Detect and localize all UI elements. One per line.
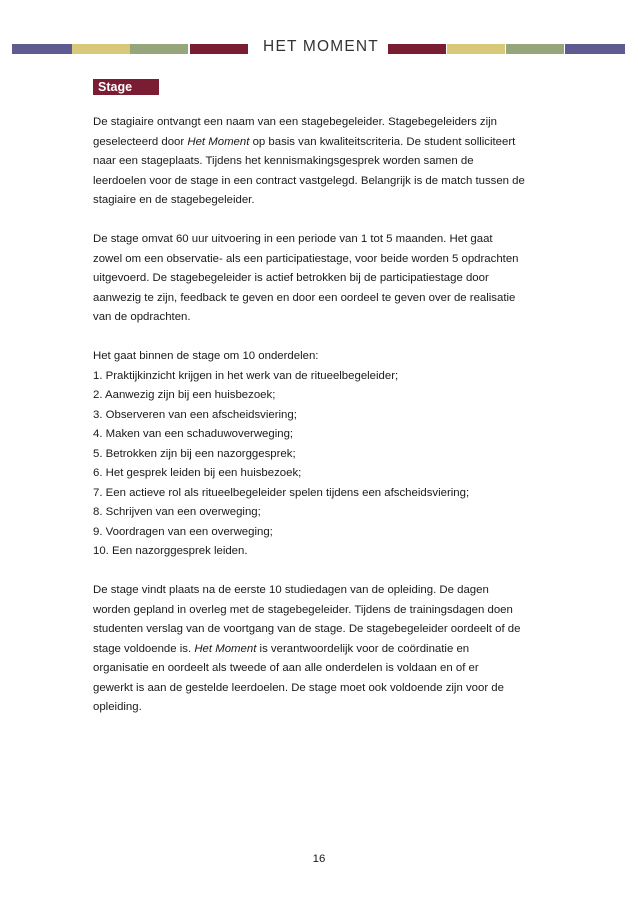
header-bar-maroon-right xyxy=(388,44,446,54)
header-bar-blue-right xyxy=(565,44,625,54)
text-line xyxy=(93,172,553,192)
document-body xyxy=(93,113,553,718)
text-line xyxy=(93,308,553,328)
paragraph xyxy=(93,113,553,211)
text-segment: op basis van kwaliteitscriteria. De student solliciteert xyxy=(249,135,516,148)
paragraph xyxy=(93,581,553,718)
text-line xyxy=(93,620,553,640)
text-segment: Het gaat binnen de stage om 10 onderdelen: xyxy=(93,350,319,362)
emphasis-text: Het Moment xyxy=(194,642,257,655)
text-segment: 10. Een nazorggesprek leiden. xyxy=(93,545,248,557)
text-segment: organisatie en oordeelt als tweede of aan alle onderdelen is voldaan en of er xyxy=(93,662,479,674)
text-segment: studenten verslag van de voortgang van de stage. De stagebegeleider oordeelt of de xyxy=(93,623,521,635)
text-line xyxy=(93,640,553,660)
emphasis-text: Het Moment xyxy=(187,135,250,148)
section-title-tag: Stage xyxy=(93,79,159,95)
text-line xyxy=(93,347,553,367)
text-segment: 6. Het gesprek leiden bij een huisbezoek; xyxy=(93,467,302,479)
text-line xyxy=(93,484,553,504)
text-line xyxy=(93,133,553,153)
header-bar-maroon-left xyxy=(190,44,248,54)
text-line xyxy=(93,698,553,718)
header-bar-green-right xyxy=(506,44,564,54)
text-segment: gewerkt is aan de gestelde leerdoelen. De stage moet ook voldoende zijn voor de xyxy=(93,681,504,694)
text-line xyxy=(93,464,553,484)
text-segment: uitgevoerd. De stagebegeleider is actief betrokken bij de participatiestage door xyxy=(93,272,489,284)
text-line xyxy=(93,289,553,309)
text-line xyxy=(93,503,553,523)
text-segment: 9. Voordragen van een overweging; xyxy=(93,525,273,538)
text-segment: leerdoelen voor de stage in een contract vastgelegd. Belangrijk is de match tussen de xyxy=(93,174,525,187)
text-line xyxy=(93,425,553,445)
page-number: 16 xyxy=(312,853,326,865)
text-segment: zowel om een observatie- als een participatiestage, voor beide worden 5 opdrachten xyxy=(93,252,519,265)
text-line xyxy=(93,542,553,562)
text-segment: worden gepland in overleg met de stagebegeleider. Tijdens de trainingsdagen doen xyxy=(93,603,513,616)
text-line xyxy=(93,406,553,426)
text-line xyxy=(93,113,553,133)
text-segment: 3. Observeren van een afscheidsviering; xyxy=(93,408,297,421)
text-segment: stage voldoende is. xyxy=(93,642,195,655)
text-segment: 5. Betrokken zijn bij een nazorggesprek; xyxy=(93,447,296,460)
text-segment: 7. Een actieve rol als ritueelbegeleider spelen tijdens een afscheidsviering; xyxy=(93,486,470,499)
text-segment: De stagiaire ontvangt een naam van een stagebegeleider. Stagebegeleiders zijn xyxy=(93,116,498,128)
text-line xyxy=(93,581,553,601)
header-bar-blue-left xyxy=(12,44,72,54)
text-segment: De stage omvat 60 uur uitvoering in een periode van 1 tot 5 maanden. Het gaat xyxy=(93,233,493,245)
paragraph xyxy=(93,230,553,328)
text-segment: van de opdrachten. xyxy=(93,311,191,323)
text-segment: 1. Praktijkinzicht krijgen in het werk van de ritueelbegeleider; xyxy=(93,369,399,382)
text-segment: is verantwoordelijk voor de coördinatie en xyxy=(256,642,470,655)
text-segment: 8. Schrijven van een overweging; xyxy=(93,506,261,518)
text-line xyxy=(93,386,553,406)
text-segment: opleiding. xyxy=(93,701,142,713)
text-line xyxy=(93,230,553,250)
text-line xyxy=(93,679,553,699)
text-line xyxy=(93,659,553,679)
text-line xyxy=(93,250,553,270)
text-segment: stagiaire en de stagebegeleider. xyxy=(93,194,255,206)
text-segment: De stage vindt plaats na de eerste 10 studiedagen van de opleiding. De dagen xyxy=(93,584,489,596)
text-line xyxy=(93,191,553,211)
paragraph xyxy=(93,347,553,562)
text-segment: geselecteerd door xyxy=(93,135,188,148)
text-segment: 4. Maken van een schaduwoverweging; xyxy=(93,428,294,440)
text-segment: aanwezig te zijn, feedback te geven en door een oordeel te geven over de realisatie xyxy=(93,291,516,304)
text-line xyxy=(93,367,553,387)
brand-title: HET MOMENT xyxy=(263,38,379,55)
text-line xyxy=(93,523,553,543)
text-line xyxy=(93,445,553,465)
header-bar-gold-left xyxy=(72,44,130,54)
header-bar-gold-right xyxy=(447,44,505,54)
text-segment: 2. Aanwezig zijn bij een huisbezoek; xyxy=(93,389,276,401)
header-bar-green-left xyxy=(130,44,188,54)
text-line xyxy=(93,601,553,621)
text-segment: naar een stageplaats. Tijdens het kennismakingsgesprek worden samen de xyxy=(93,155,474,167)
text-line xyxy=(93,269,553,289)
text-line xyxy=(93,152,553,172)
